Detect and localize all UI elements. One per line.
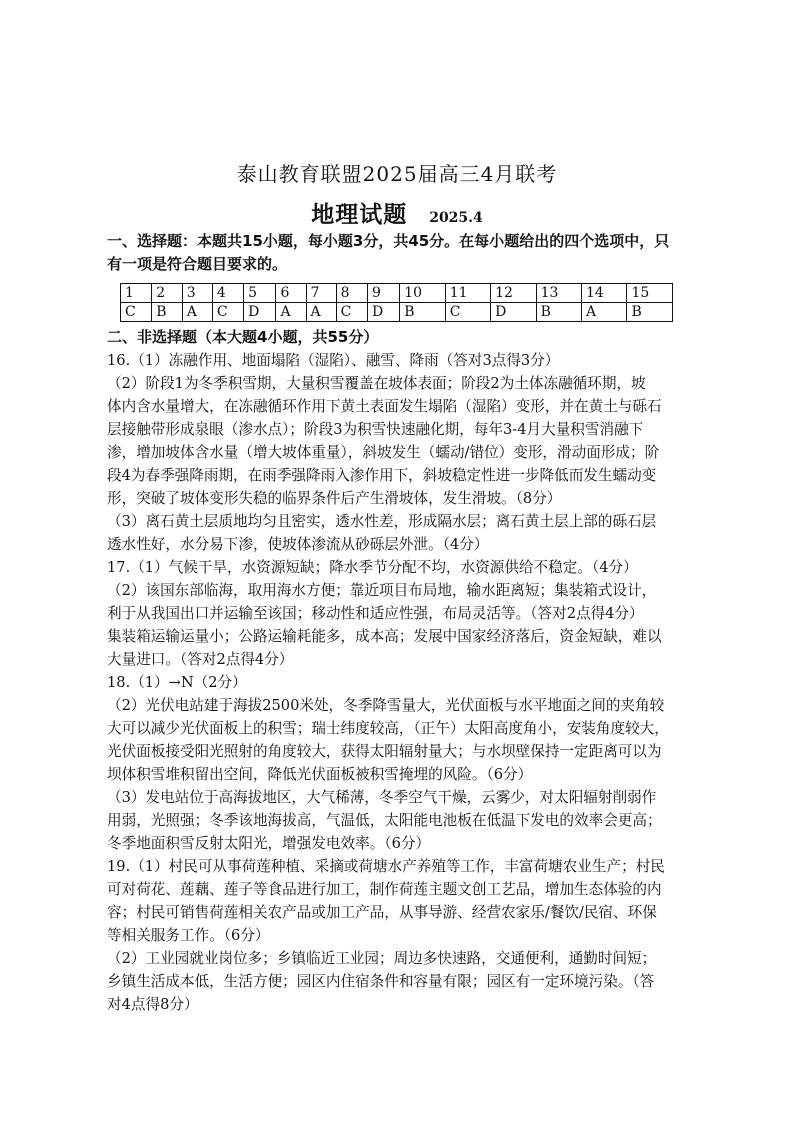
answer-text-line: （3）发电站位于高海拔地区，大气稀薄，冬季空气干燥，云雾少，对太阳辐射削弱作	[107, 789, 657, 806]
answer-text-line: 用弱，光照强；冬季该地海拔高，气温低，太阳能电池板在低温下发电的效率会更高；	[107, 812, 662, 829]
answer-text-line: 19.（1）村民可从事荷莲种植、采摘或荷塘水产养殖等工作，丰富荷塘农业生产；村民	[107, 858, 665, 875]
question-number-cell: 14	[582, 284, 627, 303]
answer-text-line: （3）离石黄土层质地均匀且密实，透水性差，形成隔水层；离石黄土层上部的砾石层	[107, 513, 657, 530]
answer-text-line: 等相关服务工作。（6分）	[107, 927, 270, 944]
answer-cell: D	[491, 303, 536, 322]
answer-text-line: 18.（1）→N（2分）	[107, 674, 247, 691]
question-number-cell: 12	[491, 284, 536, 303]
section1-heading-line2: 有一项是符合题目要求的。	[107, 255, 288, 273]
exam-title: 泰山教育联盟2025届高三4月联考	[236, 162, 558, 186]
question-number-cell: 11	[445, 284, 490, 303]
answer-row	[121, 303, 673, 322]
answer-text-line: 可对荷花、莲藕、莲子等食品进行加工，制作荷莲主题文创工艺品，增加生态体验的内	[107, 881, 662, 898]
answer-cell: A	[276, 303, 306, 322]
answer-cell: A	[582, 303, 627, 322]
answer-cell: C	[336, 303, 367, 322]
question-number-cell: 9	[367, 284, 399, 303]
question-number-cell: 8	[336, 284, 367, 303]
exam-date: 2025.4	[429, 210, 483, 226]
answer-text-line: 利于从我国出口并运输至该国；移动性和适应性强，布局灵活等。（答对2点得4分）	[107, 605, 644, 622]
subject-title: 地理试题	[311, 202, 408, 228]
section2-heading: 二、非选择题（本大题4小题，共55分）	[107, 328, 379, 346]
section1-heading-line1: 一、选择题：本题共15小题，每小题3分，共45分。在每小题给出的四个选项中，只	[107, 232, 670, 250]
answer-cell: B	[400, 303, 445, 322]
answer-cell: B	[627, 303, 673, 322]
answer-cell: B	[152, 303, 182, 322]
answer-cell: D	[367, 303, 399, 322]
answer-text-line: 段4为春季强降雨期，在雨季强降雨入渗作用下，斜坡稳定性进一步降低而发生蠕动变	[107, 467, 657, 484]
answer-text-line: 形，突破了坡体变形失稳的临界条件后产生滑坡体，发生滑坡。（8分）	[107, 490, 562, 507]
question-number-cell: 10	[400, 284, 445, 303]
answer-text-line: （2）阶段1为冬季积雪期，大量积雪覆盖在坡体表面；阶段2为土体冻融循环期，坡	[107, 375, 646, 392]
answer-text-line: 集装箱运输运量小；公路运输耗能多，成本高；发展中国家经济落后，资金短缺，难以	[107, 628, 662, 645]
answer-cell: B	[536, 303, 581, 322]
answer-text-line: （2）光伏电站建于海拔2500米处，冬季降雪量大，光伏面板与水平地面之间的夹角较	[107, 697, 665, 714]
answer-text-line: 对4点得8分）	[107, 996, 199, 1013]
answer-text-line: 大可以减少光伏面板上的积雪；瑞士纬度较高，（正午）太阳高度角小，安装角度较大，	[107, 720, 669, 737]
question-number-row	[121, 284, 673, 303]
answer-text-line: 透水性好，水分易下渗，使坡体渗流从砂砾层外泄。（4分）	[107, 536, 489, 553]
answer-text-line: （2）工业园就业岗位多；乡镇临近工业园；周边多快速路，交通便利，通勤时间短；	[107, 950, 657, 967]
question-number-cell: 13	[536, 284, 581, 303]
answer-text-line: 坝体积雪堆积留出空间，降低光伏面板被积雪掩埋的风险。（6分）	[107, 766, 533, 783]
answer-cell: A	[306, 303, 336, 322]
answer-text-line: 层接触带形成泉眼（渗水点）；阶段3为积雪快速融化期，每年3-4月大量积雪消融下	[107, 421, 644, 438]
question-number-cell: 5	[244, 284, 276, 303]
question-number-cell: 6	[276, 284, 306, 303]
question-number-cell: 4	[212, 284, 243, 303]
answer-table	[120, 283, 673, 322]
answer-text-line: 容；村民可销售荷莲相关农产品或加工产品，从事导游、经营农家乐/餐饮/民宿、环保	[107, 904, 657, 921]
answer-body	[107, 349, 697, 1016]
exam-subtitle	[0, 196, 794, 229]
answer-text-line: 冬季地面积雪反射太阳光，增强发电效率。（6分）	[107, 835, 431, 852]
answer-cell: C	[445, 303, 490, 322]
question-number-cell: 1	[121, 284, 152, 303]
answer-text-line: 16.（1）冻融作用、地面塌陷（湿陷）、融雪、降雨（答对3点得3分）	[107, 352, 560, 369]
question-number-cell: 2	[152, 284, 182, 303]
answer-cell: A	[182, 303, 212, 322]
question-number-cell: 7	[306, 284, 336, 303]
answer-cell: D	[244, 303, 276, 322]
answer-text-line: 渗，增加坡体含水量（增大坡体重量），斜坡发生（蠕动/错位）变形，滑动面形成；阶	[107, 444, 660, 461]
answer-text-line: 17.（1）气候干旱，水资源短缺；降水季节分配不均，水资源供给不稳定。（4分）	[107, 559, 638, 576]
answer-text-line: （2）该国东部临海，取用海水方便；靠近项目布局地，输水距离短；集装箱式设计，	[107, 582, 657, 599]
answer-text-line: 乡镇生活成本低，生活方便；园区内住宿条件和容量有限；园区有一定环境污染。（答	[107, 973, 655, 990]
answer-text-line: 大量进口。（答对2点得4分）	[107, 651, 294, 668]
question-number-cell: 3	[182, 284, 212, 303]
answer-cell: C	[212, 303, 243, 322]
answer-text-line: 光伏面板接受阳光照射的角度较大，获得太阳辐射量大；与水坝壁保持一定距离可以为	[107, 743, 662, 760]
question-number-cell: 15	[627, 284, 673, 303]
answer-cell: C	[121, 303, 152, 322]
answer-text-line: 体内含水量增大，在冻融循环作用下黄土表面发生塌陷（湿陷）变形，并在黄土与砾石	[107, 398, 662, 415]
